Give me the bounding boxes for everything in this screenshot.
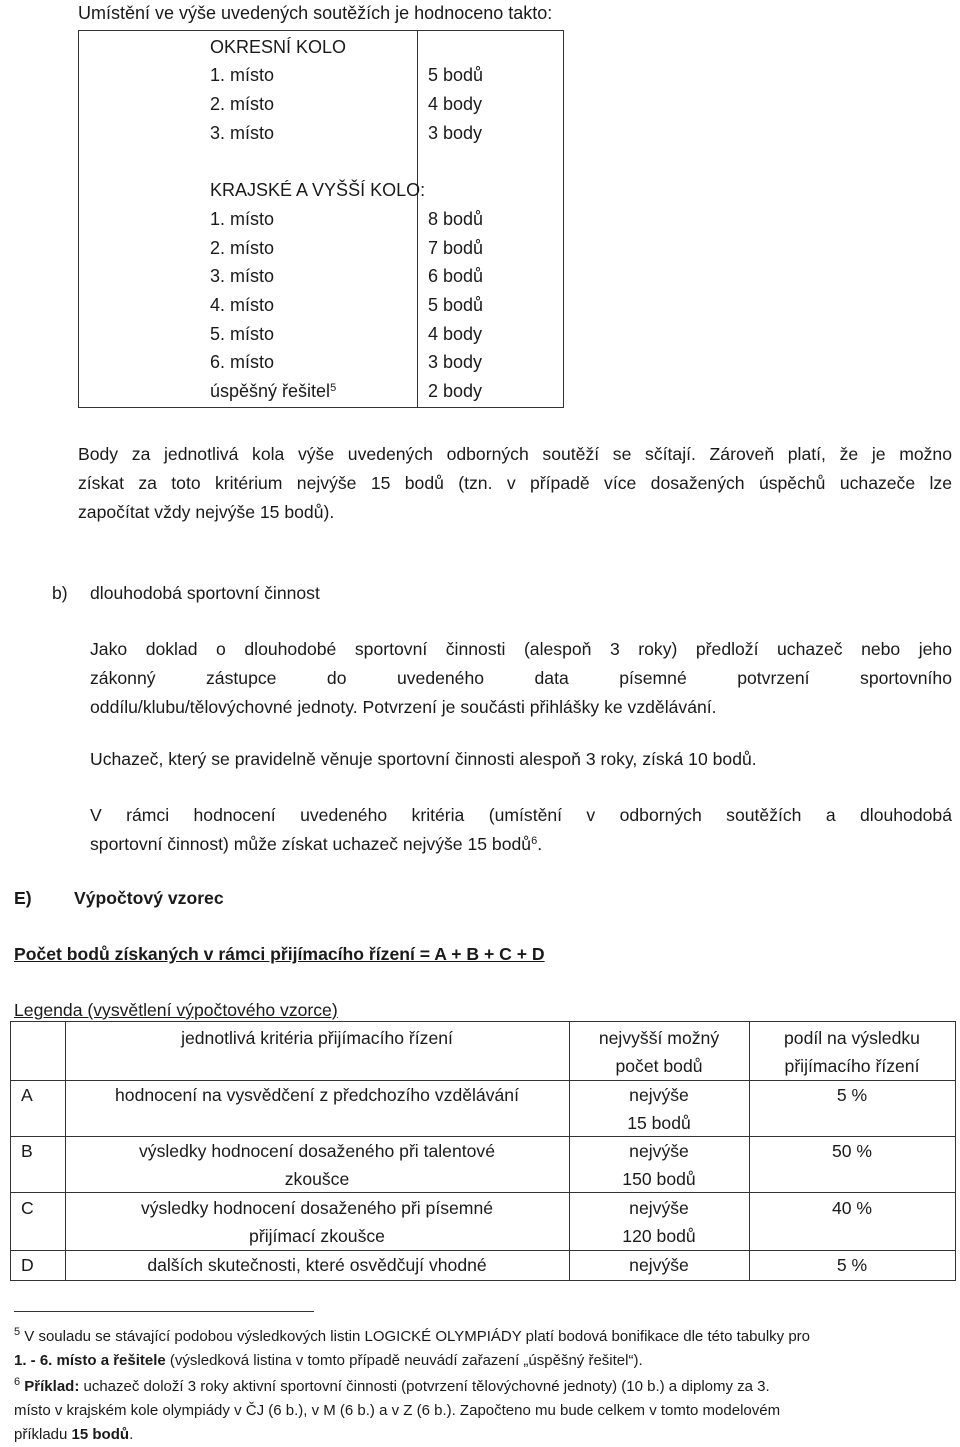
table-row <box>79 291 563 319</box>
row-share: 50 % <box>831 1141 873 1161</box>
row-max <box>569 1137 749 1193</box>
points-value: 3 body <box>428 123 483 143</box>
row-criteria <box>65 1194 569 1250</box>
summary-line: započítat vždy nejvýše 15 bodů). <box>78 502 335 522</box>
row-criteria <box>65 1137 569 1193</box>
criteria-line: výsledky hodnocení dosaženého při písemné <box>140 1198 494 1218</box>
place-label: 5. místo <box>210 324 275 344</box>
place-label: 3. místo <box>210 123 275 143</box>
row-share: 40 % <box>831 1198 873 1218</box>
row-criteria: dalších skutečnosti, které osvědčují vhodné <box>147 1255 487 1275</box>
footnote-text: uchazeč doloží 3 roky aktivní sportovní činnosti (potvrzení tělovýchovné jednoty) (10 b.) a diplomy za 3. <box>79 1378 770 1395</box>
header-line: počet bodů <box>615 1056 703 1076</box>
max-line: nejvýše <box>629 1141 689 1161</box>
criteria-line: přijímací zkoušce <box>249 1226 385 1246</box>
footnote-number: 6 <box>14 1376 21 1388</box>
footnote-ref-5: 5 <box>330 382 337 394</box>
summary-line: Body za jednotlivá kola výše uvedených odborných soutěží se sčítají. Zároveň platí, že je možno <box>78 444 952 464</box>
row-max: nejvýše <box>629 1255 689 1275</box>
points-value: 7 bodů <box>428 238 484 258</box>
row-share: 5 % <box>836 1255 868 1275</box>
paragraph-line: Jako doklad o dlouhodobé sportovní činnosti (alespoň 3 roky) předloží uchazeč nebo jeho <box>90 639 952 659</box>
footnote-line <box>14 1325 954 1349</box>
place-label: 1. místo <box>210 209 275 229</box>
paragraph-text: sportovní činnost) může získat uchazeč nejvýše 15 bodů <box>90 834 532 854</box>
points-value: 2 body <box>428 381 483 401</box>
place-label: 4. místo <box>210 295 275 315</box>
points-value: 5 bodů <box>428 295 484 315</box>
footnote-text: V souladu se stávající podobou výsledkových listin LOGICKÉ OLYMPIÁDY platí bodová bonifikace dle této tabulky pro <box>24 1328 811 1345</box>
points-value: 4 body <box>428 324 483 344</box>
footnote-number: 5 <box>14 1326 21 1338</box>
row-max <box>569 1081 749 1137</box>
krajske-title: KRAJSKÉ A VYŠŠÍ KOLO: <box>210 180 426 200</box>
header-criteria: jednotlivá kritéria přijímacího řízení <box>181 1028 453 1048</box>
table-row <box>79 377 563 405</box>
table-row <box>79 119 563 147</box>
footnote-text: . <box>129 1426 134 1443</box>
max-line: 150 bodů <box>622 1169 696 1189</box>
points-value: 8 bodů <box>428 209 484 229</box>
row-letter: B <box>21 1141 33 1161</box>
footnote-line: místo v krajském kole olympiády v ČJ (6 b.), v M (6 b.) a v Z (6 b.). Započteno mu bude celkem v tomto modelovém <box>14 1402 781 1419</box>
row-letter: D <box>21 1255 34 1275</box>
formula-text: Počet bodů získaných v rámci přijímacího řízení = A + B + C + D <box>14 944 545 964</box>
points-value: 6 bodů <box>428 266 484 286</box>
header-line: přijímacího řízení <box>784 1056 920 1076</box>
legend-title: Legenda (vysvětlení výpočtového vzorce) <box>14 1000 338 1020</box>
max-line: 120 bodů <box>622 1226 696 1246</box>
header-max-points <box>569 1024 749 1080</box>
row-max <box>569 1194 749 1250</box>
table-row <box>79 320 563 348</box>
summary-line: získat za toto kritérium nejvýše 15 bodů (tzn. v případě více dosažených úspěchů uchazeče lze <box>78 473 952 493</box>
footnote-6 <box>14 1375 954 1447</box>
place-label: 6. místo <box>210 352 275 372</box>
footnote-text: příkladu <box>14 1426 72 1443</box>
intro-text: Umístění ve výše uvedených soutěžích je hodnoceno takto: <box>78 3 553 23</box>
krajske-title-row <box>79 176 563 204</box>
section-b-marker: b) <box>52 583 68 603</box>
row-letter: C <box>21 1198 34 1218</box>
legend-table <box>10 1021 956 1281</box>
footnote-bold: Příklad: <box>24 1378 80 1395</box>
paragraph-line <box>90 830 952 859</box>
solver-text: úspěšný řešitel <box>210 381 331 401</box>
section-e-heading: Výpočtový vzorec <box>74 888 224 908</box>
section-b-paragraph-2: Uchazeč, který se pravidelně věnuje sportovní činnosti alespoň 3 roky, získá 10 bodů. <box>90 749 757 769</box>
criteria-line: výsledky hodnocení dosaženého při talentové <box>138 1141 496 1161</box>
footnote-line <box>14 1375 954 1399</box>
table-row <box>79 61 563 89</box>
header-line: podíl na výsledku <box>784 1028 920 1048</box>
footnote-bold: 1. - 6. místo a řešitele <box>14 1352 166 1369</box>
footnote-ref-6: 6 <box>531 835 538 847</box>
paragraph-end: . <box>537 834 543 854</box>
place-label: 2. místo <box>210 94 275 114</box>
max-line: 15 bodů <box>627 1113 691 1133</box>
max-line: nejvýše <box>629 1198 689 1218</box>
section-e-marker: E) <box>14 888 32 908</box>
points-value: 3 body <box>428 352 483 372</box>
place-label: 2. místo <box>210 238 275 258</box>
table-row <box>79 234 563 262</box>
header-line: nejvyšší možný <box>598 1028 720 1048</box>
solver-label <box>210 377 336 405</box>
footnote-5 <box>14 1325 954 1373</box>
summary-paragraph <box>78 440 952 527</box>
paragraph-line: V rámci hodnocení uvedeného kritéria (umístění v odborných soutěžích a dlouhodobá <box>90 805 952 825</box>
max-line: nejvýše <box>629 1085 689 1105</box>
footnote-text: (výsledková listina v tomto případě neuvádí zařazení „úspěšný řešitel“). <box>165 1352 643 1369</box>
section-b-heading: dlouhodobá sportovní činnost <box>90 583 320 603</box>
header-share <box>749 1024 955 1080</box>
points-table <box>78 30 564 408</box>
table-row <box>79 262 563 290</box>
section-b-paragraph-3 <box>90 801 952 859</box>
footnote-separator <box>14 1311 314 1312</box>
section-b-paragraph-1 <box>90 635 952 722</box>
place-label: 1. místo <box>210 65 275 85</box>
paragraph-line: oddílu/klubu/tělovýchovné jednoty. Potvrzení je součásti přihlášky ke vzdělávání. <box>90 697 717 717</box>
footnote-line <box>14 1349 954 1373</box>
row-letter: A <box>21 1085 33 1105</box>
points-value: 4 body <box>428 94 483 114</box>
table-row <box>79 90 563 118</box>
row-share: 5 % <box>836 1085 868 1105</box>
points-value: 5 bodů <box>428 65 484 85</box>
okresni-title: OKRESNÍ KOLO <box>210 37 347 57</box>
okresni-title-row <box>79 33 563 61</box>
paragraph-line: zákonný zástupce do uvedeného data písemné potvrzení sportovního <box>90 668 952 688</box>
table-row <box>79 205 563 233</box>
row-criteria: hodnocení na vysvědčení z předchozího vzdělávání <box>115 1085 519 1105</box>
footnote-line <box>14 1423 954 1447</box>
table-row <box>79 348 563 376</box>
footnote-bold: 15 bodů <box>71 1426 130 1443</box>
criteria-line: zkoušce <box>284 1169 350 1189</box>
place-label: 3. místo <box>210 266 275 286</box>
